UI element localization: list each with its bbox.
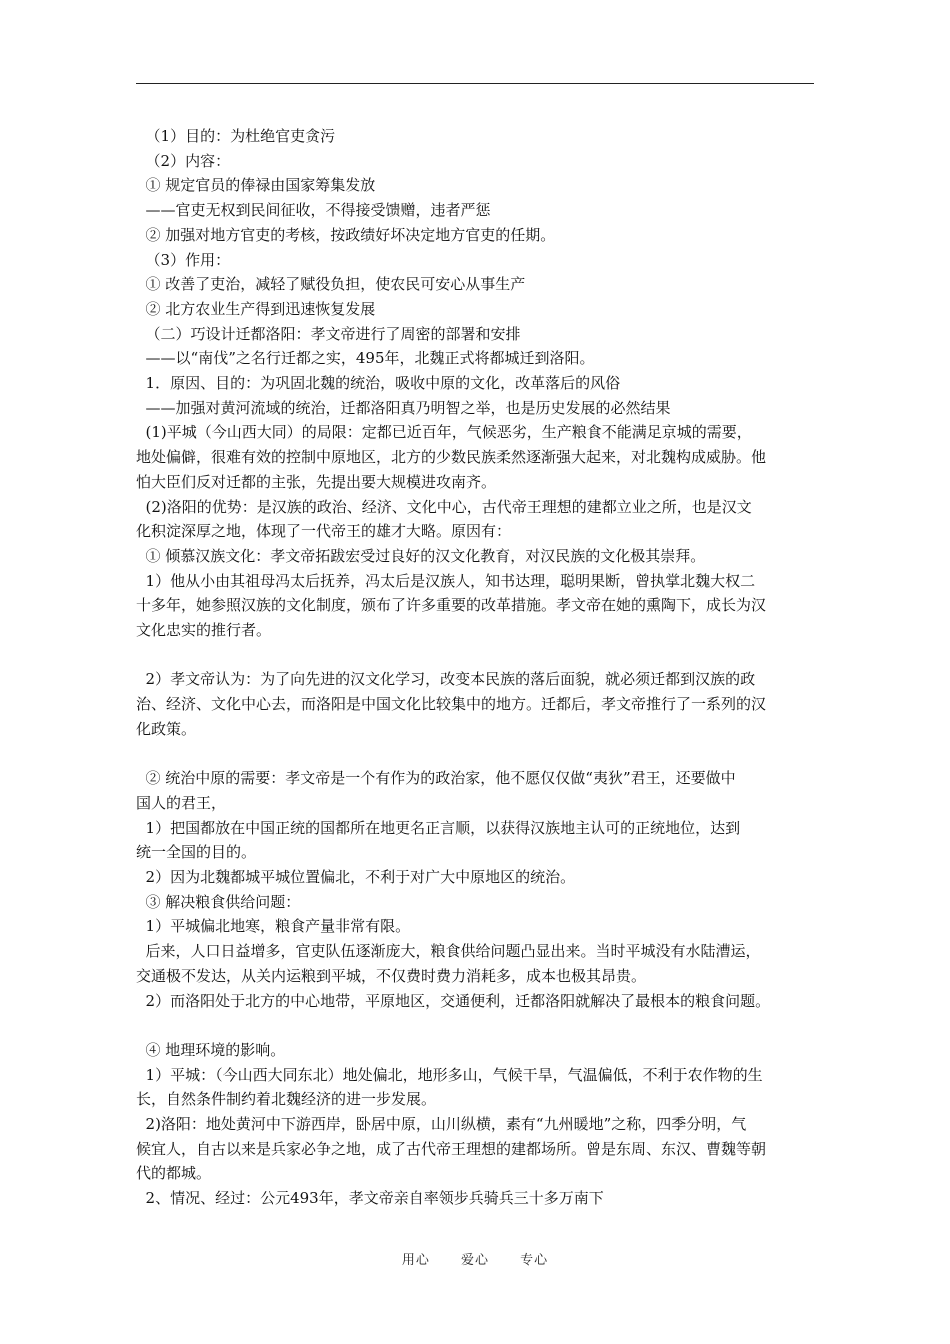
text-line: 2、情况、经过：公元493年，孝文帝亲自率领步兵骑兵三十多万南下 bbox=[136, 1189, 604, 1208]
text-line: 国人的君王， bbox=[136, 793, 227, 812]
text-line: ——官吏无权到民间征收，不得接受馈赠，违者严惩 bbox=[136, 201, 491, 220]
text-line: ③ 解决粮食供给问题： bbox=[136, 892, 301, 911]
text-line: 1）他从小由其祖母冯太后抚养，冯太后是汉族人，知书达理，聪明果断，曾执掌北魏大权二 bbox=[136, 571, 756, 590]
header-rule bbox=[136, 83, 814, 84]
text-line: ② 加强对地方官吏的考核，按政绩好坏决定地方官吏的任期。 bbox=[136, 225, 556, 244]
text-line: ④ 地理环境的影响。 bbox=[136, 1040, 286, 1059]
blank-line bbox=[136, 1013, 814, 1038]
text-line: 文化忠实的推行者。 bbox=[136, 621, 272, 640]
footer-word-3: 专心 bbox=[520, 1253, 549, 1268]
text-line: 2）因为北魏都城平城位置偏北，不利于对广大中原地区的统治。 bbox=[136, 868, 576, 887]
text-line: 长，自然条件制约着北魏经济的进一步发展。 bbox=[136, 1090, 437, 1109]
text-line: （1）目的：为杜绝官吏贪污 bbox=[136, 127, 336, 145]
footer-word-2: 爱心 bbox=[460, 1253, 489, 1268]
text-line: 化积淀深厚之地，体现了一代帝王的雄才大略。原因有： bbox=[136, 522, 512, 541]
text-line: ① 规定官员的俸禄由国家筹集发放 bbox=[136, 176, 376, 195]
text-line: 化政策。 bbox=[136, 719, 197, 738]
blank-line bbox=[136, 742, 814, 767]
text-line: ① 改善了吏治，减轻了赋役负担，使农民可安心从事生产 bbox=[136, 275, 526, 294]
text-line: 地处偏僻，很难有效的控制中原地区，北方的少数民族柔然逐渐强大起来，对北魏构成威胁。他 bbox=[136, 448, 767, 467]
text-line: 统一全国的目的。 bbox=[136, 843, 257, 862]
text-line: 1）把国都放在中国正统的国都所在地更名正言顺，以获得汉族地主认可的正统地位，达到 bbox=[136, 818, 741, 837]
text-line: 怕大臣们反对迁都的主张，先提出要大规模进攻南齐。 bbox=[136, 472, 497, 491]
text-line: 2）孝文帝认为：为了向先进的汉文化学习，改变本民族的落后面貌，就必须迁都到汉族的政 bbox=[136, 670, 756, 689]
document-body bbox=[136, 124, 814, 1211]
text-line: (2)洛阳的优势：是汉族的政治、经济、文化中心，古代帝王理想的建都立业之所，也是汉文 bbox=[136, 497, 752, 516]
text-line: （二）巧设计迁都洛阳：孝文帝进行了周密的部署和安排 bbox=[136, 324, 521, 343]
text-line: 交通极不发达，从关内运粮到平城，不仅费时费力消耗多，成本也极其昂贵。 bbox=[136, 966, 647, 985]
text-line: ② 北方农业生产得到迅速恢复发展 bbox=[136, 299, 376, 318]
text-line: （3）作用： bbox=[136, 250, 231, 269]
text-line: 2）而洛阳处于北方的中心地带，平原地区，交通便利，迁都洛阳就解决了最根本的粮食问题。 bbox=[136, 991, 771, 1010]
blank-line bbox=[136, 643, 814, 668]
text-line: 1）平城：（今山西大同东北）地处偏北，地形多山，气候干旱，气温偏低，不利于农作物的生 bbox=[136, 1065, 763, 1084]
text-line: (1)平城（今山西大同）的局限：定都已近百年，气候恶劣，生产粮食不能满足京城的需要， bbox=[136, 423, 752, 442]
text-line: 候宜人，自古以来是兵家必争之地，成了古代帝王理想的建都场所。曾是东周、东汉、曹魏等朝 bbox=[136, 1139, 767, 1158]
text-line: ——以“南伐”之名行迁都之实，495年，北魏正式将都城迁到洛阳。 bbox=[136, 349, 595, 368]
text-line: ① 倾慕汉族文化：孝文帝拓跋宏受过良好的汉文化教育，对汉民族的文化极其崇拜。 bbox=[136, 546, 706, 565]
text-line: 1）平城偏北地寒，粮食产量非常有限。 bbox=[136, 917, 411, 936]
text-line: （2）内容： bbox=[136, 151, 231, 170]
page-footer bbox=[0, 1249, 950, 1268]
text-line: ② 统治中原的需要：孝文帝是一个有作为的政治家，他不愿仅仅做“夷狄”君王，还要做中 bbox=[136, 769, 736, 788]
text-line: 代的都城。 bbox=[136, 1164, 212, 1183]
text-line: ——加强对黄河流域的统治，迁都洛阳真乃明智之举，也是历史发展的必然结果 bbox=[136, 398, 671, 417]
footer-word-1: 用心 bbox=[401, 1253, 430, 1268]
text-line: 后来，人口日益增多，官吏队伍逐渐庞大，粮食供给问题凸显出来。当时平城没有水陆漕运， bbox=[136, 942, 761, 961]
text-line: 1．原因、目的：为巩固北魏的统治，吸收中原的文化，改革落后的风俗 bbox=[136, 374, 621, 393]
text-line: 2)洛阳：地处黄河中下游西岸，卧居中原，山川纵横，素有“九州暖地”之称，四季分明，气 bbox=[136, 1115, 747, 1134]
text-line: 十多年，她参照汉族的文化制度，颁布了许多重要的改革措施。孝文帝在她的熏陶下，成长为汉 bbox=[136, 596, 767, 615]
text-line: 治、经济、文化中心去，而洛阳是中国文化比较集中的地方。迁都后，孝文帝推行了一系列的汉 bbox=[136, 695, 767, 714]
